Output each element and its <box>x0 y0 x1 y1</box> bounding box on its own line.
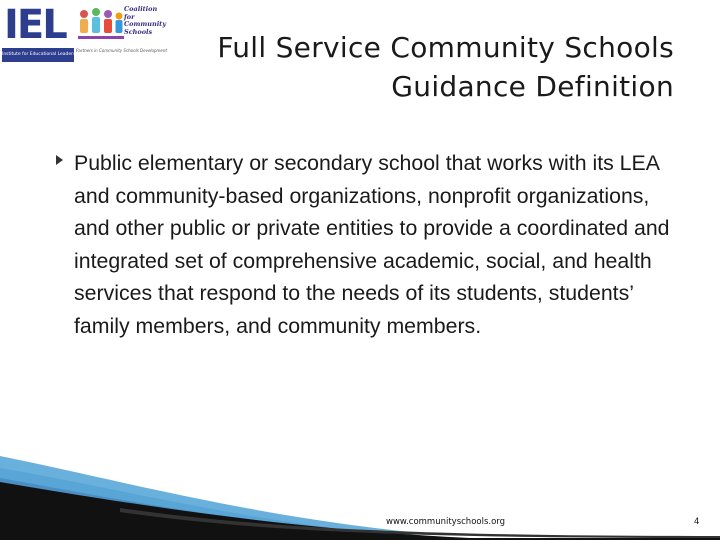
footer-url: www.communityschools.org <box>386 517 506 527</box>
header-logo <box>2 2 172 64</box>
iel-logo <box>2 2 83 64</box>
coalition-children-icon <box>76 6 126 50</box>
coalition-name: Coalition for Community Schools <box>124 5 166 36</box>
slide-title: Full Service Community Schools Guidance Definition <box>217 31 674 103</box>
bullet-item: Public elementary or secondary school that works with its LEA and community-based organizations, nonprofit organizations, and other public or private entities to provide a coordinated and integrated set of comprehensive academic, social, and health services that respond to the needs of its students, students’ family members, and community members. <box>74 151 670 338</box>
iel-logo-letters: IEL <box>4 2 66 48</box>
slide-number: 4 <box>694 517 700 527</box>
triangle-bullet-icon <box>56 155 63 165</box>
coalition-tagline: Partners in Community Schools Development <box>76 48 167 53</box>
iel-logo-subtitle: Institute for Educational Leadership <box>2 48 74 62</box>
footer-swoosh <box>0 448 720 540</box>
